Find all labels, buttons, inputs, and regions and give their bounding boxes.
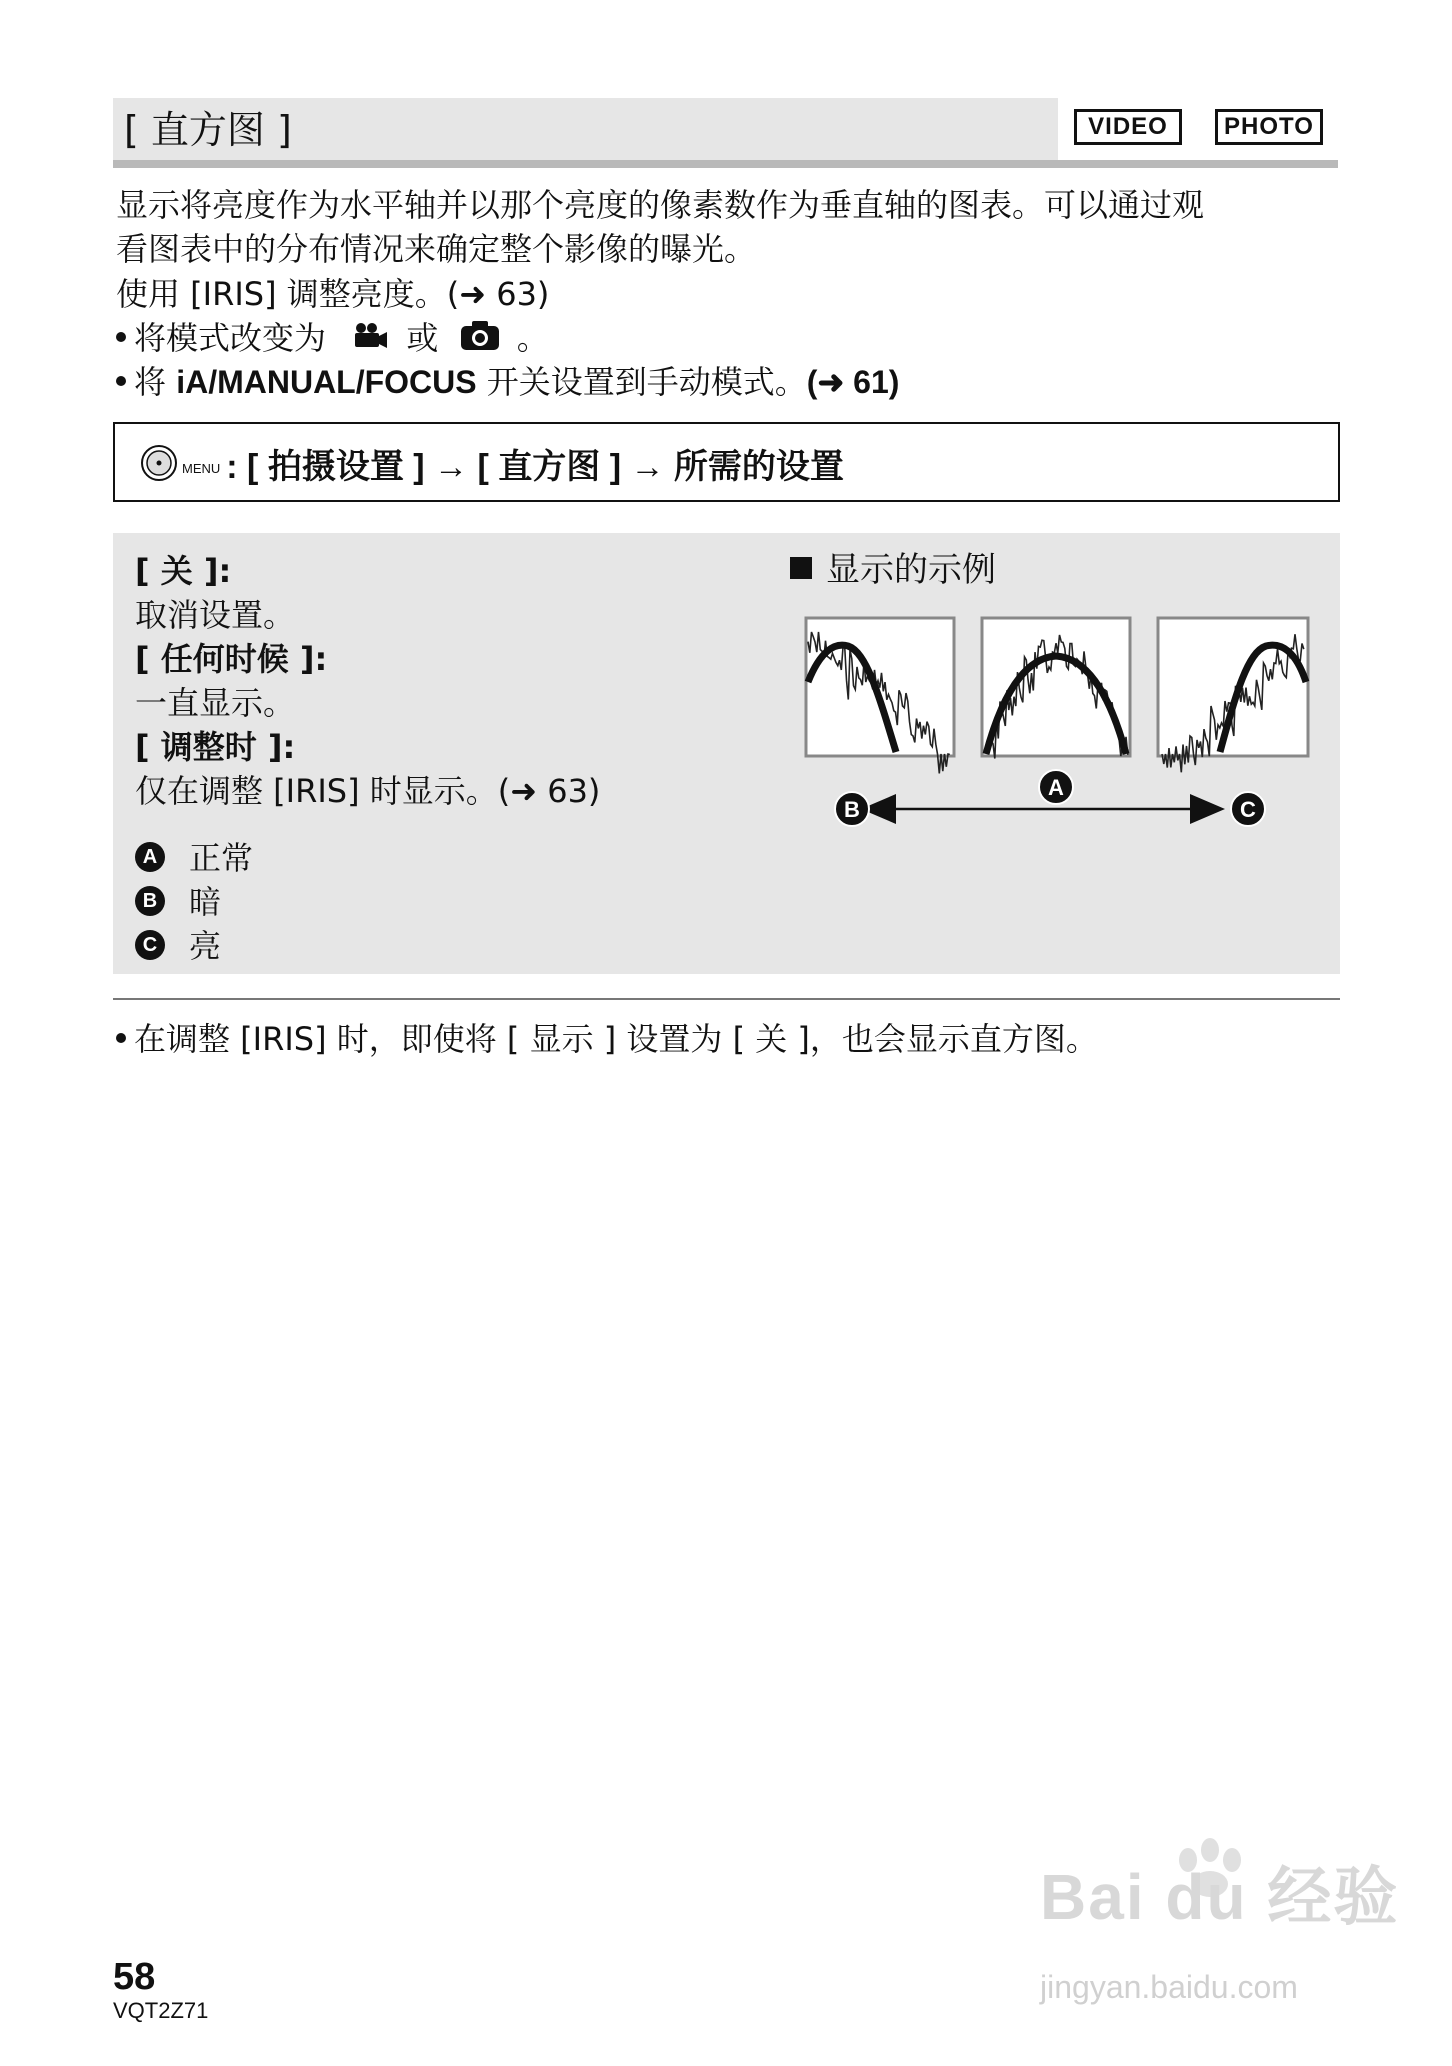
option-adjust-desc: 仅在调整 [IRIS] 时显示。(➜ 63) [135,772,601,810]
bullet-dot [116,332,126,342]
menu-dial-icon [140,444,178,493]
option-off-desc: 取消设置。 [135,596,296,634]
intro-line-1: 显示将亮度作为水平轴并以那个亮度的像素数作为垂直轴的图表。可以通过观 [116,186,1205,224]
bullet-switch-prefix: 将 [134,363,177,401]
legend-row-normal [135,836,253,880]
legend-badge-c: C [135,930,165,960]
bullet-switch-manual [116,360,899,404]
watermark-logo: Bai du 经验 [1040,1861,1400,1933]
option-always-label: [ 任何时候 ]: [135,640,328,678]
still-camera-icon [459,318,501,362]
section-header-rule [113,160,1338,168]
option-always-desc: 一直显示。 [135,684,296,722]
bullet-mode-suffix: 。 [516,319,549,357]
badge-a-text: A [1048,775,1064,800]
menu-label: MENU [182,460,221,476]
menu-path-text: : [ 拍摄设置 ] → [ 直方图 ] → 所需的设置 [226,448,844,486]
note-text: 在调整 [IRIS] 时，即使将 [ 显示 ] 设置为 [ 关 ]，也会显示直方图。 [134,1020,1098,1058]
bullet-switch-ref: (➜ 61) [806,364,900,400]
legend-badge-b: B [135,886,165,916]
badge-c-text: C [1240,797,1256,822]
legend-row-dark [135,880,221,924]
intro-line-3: 使用 [IRIS] 调整亮度。(➜ 63) [116,275,550,313]
note-line [116,1017,1098,1061]
bullet-dot [116,1033,126,1043]
bullet-mode-or: 或 [406,319,439,357]
watermark-url: jingyan.baidu.com [1040,1969,1298,2005]
histogram-examples [800,612,1320,852]
badge-b-text: B [844,797,860,822]
histogram-panel-normal [982,618,1130,756]
option-adjust-label: [ 调整时 ]: [135,728,296,766]
legend-row-bright [135,924,221,968]
bullet-switch-middle: 开关设置到手动模式。 [476,363,807,401]
bullet-dot [116,376,126,386]
section-bottom-rule [113,998,1340,1000]
legend-text-bright: 亮 [189,927,222,965]
model-code: VQT2Z71 [113,1998,209,2023]
section-title: [ 直方图 ] [124,108,292,152]
legend-text-normal: 正常 [189,839,254,877]
bullet-switch-name: iA/MANUAL/FOCUS [176,364,477,400]
bullet-mode-change [116,316,549,362]
movie-camera-icon [352,318,388,362]
square-bullet-icon [790,557,812,579]
example-title-text: 显示的示例 [826,550,996,590]
bullet-mode-prefix: 将模式改变为 [134,319,327,357]
video-mode-tag: VIDEO [1074,109,1182,145]
legend-badge-a: A [135,842,165,872]
option-off-label: [ 关 ]: [135,552,232,590]
menu-path-line [140,444,844,493]
legend-text-dark: 暗 [189,883,222,921]
page-number: 58 [113,1956,156,1998]
intro-line-2: 看图表中的分布情况来确定整个影像的曝光。 [116,230,757,268]
photo-mode-tag: PHOTO [1215,109,1323,145]
example-title [790,548,996,592]
